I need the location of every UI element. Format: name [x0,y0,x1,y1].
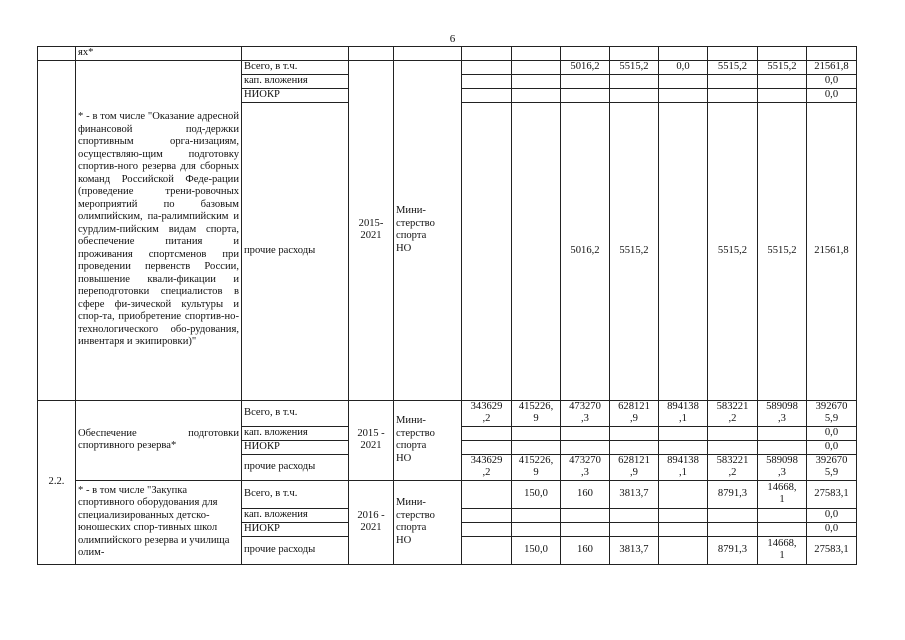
empty-cell [807,47,857,61]
value-cell [462,480,512,508]
value-cell [462,440,512,454]
value-cell: 0,0 [807,508,857,522]
page-number: 6 [449,33,456,45]
value-cell: 473270 ,3 [561,454,610,480]
value-cell [512,60,561,74]
empty-cell [758,47,807,61]
row-label: прочие расходы [242,454,349,480]
description-cell: * - в том числе "Оказание адресной финансовой под-держки спортивным орга-низациям, осуществляю-щим подготовку спортив-ного резерва для сборных команд Российской Феде-рации (проведение трени-ровочных мероприятий по базовым олимпийским, па-ралимпийским и сурдлим-пийским видам спорта, обеспечение питания и проживания спортсменов при проведении первенств России, повышение квали-фикации и переподготовки специалистов в сфере фи-зической культуры и спор-та, приобретение спортив-но-технологического обо-рудования, инвентаря и экипировки)" [76,60,242,400]
table-row [38,47,857,61]
value-cell: 628121 ,9 [610,454,659,480]
row-label: Всего, в т.ч. [242,480,349,508]
value-cell: 5515,2 [708,60,758,74]
value-cell: 0,0 [807,426,857,440]
period-cell: 2016 - 2021 [349,480,394,564]
empty-cell [242,47,349,61]
row-label: НИОКР [242,88,349,102]
description-cell: Обеспечение подготовки спортивного резерва* [76,400,242,480]
value-cell [512,426,561,440]
item-number: 2.2. [38,400,76,564]
value-cell [512,508,561,522]
value-cell: 27583,1 [807,480,857,508]
value-cell: 150,0 [512,536,561,564]
row-label: кап. вложения [242,508,349,522]
period-cell: 2015 - 2021 [349,400,394,480]
value-cell [462,536,512,564]
value-cell: 589098 ,3 [758,454,807,480]
value-cell: 343629 ,2 [462,454,512,480]
value-cell [659,88,708,102]
value-cell [462,522,512,536]
value-cell [512,102,561,400]
value-cell: 8791,3 [708,480,758,508]
value-cell: 5515,2 [610,102,659,400]
empty-cell [610,47,659,61]
description-cell: * - в том числе "Закупка спортивного оборудования для специализированных детско-юношеских спор-тивных школ олимпийского резерва и училища олим- [76,480,242,564]
value-cell [512,88,561,102]
value-cell [758,508,807,522]
value-cell [610,74,659,88]
row-label: Всего, в т.ч. [242,60,349,74]
value-cell: 21561,8 [807,60,857,74]
value-cell [708,440,758,454]
value-cell: 0,0 [807,88,857,102]
empty-cell [659,47,708,61]
value-cell [659,102,708,400]
value-cell: 27583,1 [807,536,857,564]
value-cell [708,426,758,440]
value-cell: 5515,2 [758,60,807,74]
value-cell: 3813,7 [610,480,659,508]
value-cell: 0,0 [807,74,857,88]
value-cell [462,88,512,102]
number-cell [38,60,76,400]
value-cell: 5515,2 [708,102,758,400]
table-row [38,480,857,508]
value-cell: 0,0 [807,440,857,454]
value-cell [561,522,610,536]
value-cell [758,426,807,440]
value-cell [708,74,758,88]
row-label: НИОКР [242,440,349,454]
row-label: НИОКР [242,522,349,536]
executor-cell: Мини- стерство спорта НО [394,400,462,480]
value-cell: 160 [561,480,610,508]
value-cell [610,88,659,102]
value-cell [610,426,659,440]
value-cell: 392670 5,9 [807,400,857,426]
number-cell [38,47,76,61]
value-cell [462,426,512,440]
value-cell [462,102,512,400]
value-cell [659,440,708,454]
empty-cell [349,47,394,61]
value-cell [758,522,807,536]
value-cell: 894138 ,1 [659,400,708,426]
value-cell [659,74,708,88]
value-cell [758,88,807,102]
row-label: прочие расходы [242,536,349,564]
value-cell [512,522,561,536]
value-cell [462,74,512,88]
value-cell: 415226, 9 [512,400,561,426]
value-cell: 5515,2 [610,60,659,74]
value-cell: 589098 ,3 [758,400,807,426]
value-cell: 343629 ,2 [462,400,512,426]
empty-cell [708,47,758,61]
value-cell [462,60,512,74]
empty-cell [512,47,561,61]
value-cell [610,522,659,536]
value-cell: 5016,2 [561,60,610,74]
value-cell [708,508,758,522]
table-row [38,60,857,74]
value-cell: 0,0 [807,522,857,536]
row-label: кап. вложения [242,426,349,440]
value-cell: 583221 ,2 [708,454,758,480]
value-cell: 14668, 1 [758,480,807,508]
value-cell: 894138 ,1 [659,454,708,480]
value-cell [659,480,708,508]
executor-cell: Мини- стерство спорта НО [394,480,462,564]
value-cell [561,426,610,440]
period-cell: 2015- 2021 [349,60,394,400]
row-label: кап. вложения [242,74,349,88]
empty-cell [394,47,462,61]
value-cell: 14668, 1 [758,536,807,564]
row-label: Всего, в т.ч. [242,400,349,426]
table-row [38,400,857,426]
value-cell: 21561,8 [807,102,857,400]
value-cell: 583221 ,2 [708,400,758,426]
value-cell: 5016,2 [561,102,610,400]
value-cell [610,440,659,454]
value-cell [708,88,758,102]
value-cell [758,440,807,454]
empty-cell [462,47,512,61]
value-cell [659,508,708,522]
value-cell: 150,0 [512,480,561,508]
value-cell [512,440,561,454]
value-cell: 473270 ,3 [561,400,610,426]
value-cell: 160 [561,536,610,564]
value-cell: 0,0 [659,60,708,74]
value-cell: 628121 ,9 [610,400,659,426]
value-cell [561,440,610,454]
empty-cell [561,47,610,61]
value-cell [659,522,708,536]
value-cell [708,522,758,536]
value-cell: 3813,7 [610,536,659,564]
value-cell [610,508,659,522]
value-cell [659,426,708,440]
value-cell: 8791,3 [708,536,758,564]
value-cell: 5515,2 [758,102,807,400]
value-cell: 415226, 9 [512,454,561,480]
executor-cell: Мини- стерство спорта НО [394,60,462,400]
budget-table [37,46,857,565]
value-cell [462,508,512,522]
value-cell [561,88,610,102]
description-cell: ях* [76,47,242,61]
value-cell [659,536,708,564]
value-cell [758,74,807,88]
value-cell [561,74,610,88]
value-cell: 392670 5,9 [807,454,857,480]
value-cell [561,508,610,522]
value-cell [512,74,561,88]
row-label: прочие расходы [242,102,349,400]
